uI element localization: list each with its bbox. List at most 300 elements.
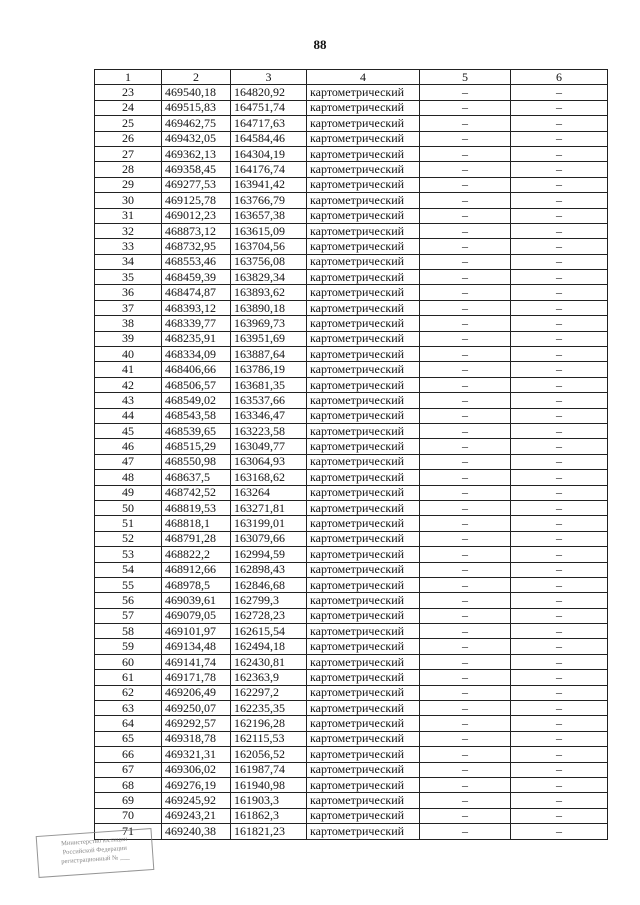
table-cell: – <box>420 193 511 208</box>
table-cell: – <box>511 608 608 623</box>
table-cell: 469125,78 <box>162 193 231 208</box>
table-cell: 469462,75 <box>162 116 231 131</box>
table-cell: – <box>511 423 608 438</box>
column-header: 3 <box>231 70 307 85</box>
table-row <box>95 685 608 700</box>
table-cell: 51 <box>95 516 162 531</box>
table-cell: – <box>511 393 608 408</box>
table-row <box>95 808 608 823</box>
table-cell: 162846,68 <box>231 577 307 592</box>
table-cell: – <box>511 516 608 531</box>
table-cell: 469432,05 <box>162 131 231 146</box>
table-row <box>95 639 608 654</box>
table-cell: картометрический <box>307 85 420 100</box>
table-cell: – <box>511 162 608 177</box>
table-cell: картометрический <box>307 162 420 177</box>
table-cell: картометрический <box>307 331 420 346</box>
table-cell: 468334,09 <box>162 347 231 362</box>
table-cell: 162297,2 <box>231 685 307 700</box>
table-row <box>95 762 608 777</box>
table-row <box>95 270 608 285</box>
table-cell: 468235,91 <box>162 331 231 346</box>
table-cell: 161862,3 <box>231 808 307 823</box>
table-cell: 52 <box>95 531 162 546</box>
table-cell: картометрический <box>307 562 420 577</box>
table-cell: 469292,57 <box>162 716 231 731</box>
table-row <box>95 85 608 100</box>
table-cell: картометрический <box>307 377 420 392</box>
table-cell: – <box>511 439 608 454</box>
table-cell: 469240,38 <box>162 824 231 839</box>
table-cell: 468873,12 <box>162 223 231 238</box>
table-cell: картометрический <box>307 300 420 315</box>
table-cell: – <box>511 254 608 269</box>
table-cell: 62 <box>95 685 162 700</box>
table-cell: 468550,98 <box>162 454 231 469</box>
table-cell: – <box>420 577 511 592</box>
table-cell: 468912,66 <box>162 562 231 577</box>
table-cell: 164304,19 <box>231 146 307 161</box>
table-cell: – <box>420 208 511 223</box>
table-cell: 57 <box>95 608 162 623</box>
table-cell: 162494,18 <box>231 639 307 654</box>
table-cell: – <box>420 300 511 315</box>
table-cell: 55 <box>95 577 162 592</box>
table-body <box>95 85 608 839</box>
table-cell: 63 <box>95 701 162 716</box>
table-row <box>95 162 608 177</box>
table-cell: 71 <box>95 824 162 839</box>
table-cell: – <box>511 100 608 115</box>
table-cell: картометрический <box>307 223 420 238</box>
table-cell: картометрический <box>307 639 420 654</box>
table-cell: 468818,1 <box>162 516 231 531</box>
table-cell: 163941,42 <box>231 177 307 192</box>
coordinates-table <box>94 69 608 840</box>
table-cell: – <box>420 423 511 438</box>
table-cell: – <box>420 639 511 654</box>
table-cell: картометрический <box>307 423 420 438</box>
table-cell: 163264 <box>231 485 307 500</box>
table-cell: – <box>420 362 511 377</box>
table-cell: – <box>420 808 511 823</box>
table-row <box>95 547 608 562</box>
table-cell: 37 <box>95 300 162 315</box>
table-cell: 69 <box>95 793 162 808</box>
table-cell: – <box>511 547 608 562</box>
table-cell: картометрический <box>307 516 420 531</box>
table-cell: 59 <box>95 639 162 654</box>
table-row <box>95 177 608 192</box>
table-row <box>95 608 608 623</box>
table-cell: – <box>420 347 511 362</box>
table-cell: 44 <box>95 408 162 423</box>
table-row <box>95 393 608 408</box>
table-cell: – <box>420 485 511 500</box>
table-row <box>95 716 608 731</box>
table-cell: – <box>420 654 511 669</box>
table-cell: – <box>420 470 511 485</box>
table-cell: – <box>420 593 511 608</box>
table-cell: 469243,21 <box>162 808 231 823</box>
table-cell: 469362,13 <box>162 146 231 161</box>
table-cell: – <box>511 223 608 238</box>
table-cell: – <box>511 116 608 131</box>
table-cell: – <box>420 731 511 746</box>
table-cell: 23 <box>95 85 162 100</box>
table-row <box>95 423 608 438</box>
table-cell: 468978,5 <box>162 577 231 592</box>
table-cell: 24 <box>95 100 162 115</box>
table-cell: картометрический <box>307 762 420 777</box>
table-cell: картометрический <box>307 731 420 746</box>
table-cell: 468822,2 <box>162 547 231 562</box>
table-cell: – <box>420 454 511 469</box>
table-cell: картометрический <box>307 239 420 254</box>
table-cell: – <box>420 777 511 792</box>
table-cell: 163756,08 <box>231 254 307 269</box>
page-number: 88 <box>313 37 327 52</box>
table-cell: – <box>420 747 511 762</box>
table-cell: – <box>420 177 511 192</box>
table-row <box>95 516 608 531</box>
table-cell: 468515,29 <box>162 439 231 454</box>
table-cell: 40 <box>95 347 162 362</box>
table-row <box>95 485 608 500</box>
table-cell: – <box>511 470 608 485</box>
table-cell: – <box>511 531 608 546</box>
column-header: 1 <box>95 70 162 85</box>
table-cell: 67 <box>95 762 162 777</box>
table-cell: – <box>420 624 511 639</box>
table-cell: картометрический <box>307 131 420 146</box>
table-cell: – <box>420 270 511 285</box>
table-row <box>95 531 608 546</box>
table-cell: 468819,53 <box>162 500 231 515</box>
table-cell: – <box>511 408 608 423</box>
table-cell: – <box>511 716 608 731</box>
table-cell: 164717,63 <box>231 116 307 131</box>
table-cell: – <box>420 762 511 777</box>
table-cell: 162196,28 <box>231 716 307 731</box>
table-cell: – <box>420 562 511 577</box>
table-cell: – <box>511 762 608 777</box>
table-cell: – <box>420 254 511 269</box>
table-cell: 468459,39 <box>162 270 231 285</box>
table-cell: картометрический <box>307 701 420 716</box>
table-cell: 35 <box>95 270 162 285</box>
table-cell: – <box>420 285 511 300</box>
column-header: 6 <box>511 70 608 85</box>
registration-stamp <box>36 828 155 878</box>
table-cell: 56 <box>95 593 162 608</box>
table-cell: картометрический <box>307 285 420 300</box>
header-row <box>95 70 608 85</box>
table-cell: 468474,87 <box>162 285 231 300</box>
table-cell: картометрический <box>307 470 420 485</box>
table-cell: картометрический <box>307 808 420 823</box>
table-cell: картометрический <box>307 793 420 808</box>
table-cell: 468406,66 <box>162 362 231 377</box>
table-cell: 162363,9 <box>231 670 307 685</box>
table-cell: 468339,77 <box>162 316 231 331</box>
stamp-line: регистрационный № ___ <box>61 853 130 866</box>
table-row <box>95 454 608 469</box>
table-row <box>95 793 608 808</box>
table-cell: картометрический <box>307 824 420 839</box>
table-cell: – <box>420 500 511 515</box>
table-cell: 468549,02 <box>162 393 231 408</box>
table-cell: 163893,62 <box>231 285 307 300</box>
table-cell: 163951,69 <box>231 331 307 346</box>
table-cell: – <box>511 777 608 792</box>
table-cell: 162898,43 <box>231 562 307 577</box>
table-cell: картометрический <box>307 531 420 546</box>
table-cell: 43 <box>95 393 162 408</box>
table-row <box>95 223 608 238</box>
table-cell: 70 <box>95 808 162 823</box>
table-cell: 47 <box>95 454 162 469</box>
table-cell: 161940,98 <box>231 777 307 792</box>
table-cell: 54 <box>95 562 162 577</box>
table-cell: 161903,3 <box>231 793 307 808</box>
table-cell: – <box>420 377 511 392</box>
table-cell: – <box>420 316 511 331</box>
table-cell: картометрический <box>307 408 420 423</box>
table-row <box>95 116 608 131</box>
table-cell: – <box>420 516 511 531</box>
table-cell: 469101,97 <box>162 624 231 639</box>
table-cell: – <box>420 131 511 146</box>
table-cell: 50 <box>95 500 162 515</box>
table-cell: – <box>511 131 608 146</box>
table-row <box>95 777 608 792</box>
table-cell: – <box>511 146 608 161</box>
table-cell: 60 <box>95 654 162 669</box>
table-cell: картометрический <box>307 624 420 639</box>
table-cell: – <box>420 162 511 177</box>
table-cell: 29 <box>95 177 162 192</box>
table-cell: – <box>511 239 608 254</box>
table-cell: – <box>511 670 608 685</box>
table-cell: 162728,23 <box>231 608 307 623</box>
table-row <box>95 408 608 423</box>
table-cell: 48 <box>95 470 162 485</box>
table-row <box>95 316 608 331</box>
table-cell: 33 <box>95 239 162 254</box>
table-cell: 469039,61 <box>162 593 231 608</box>
table-row <box>95 208 608 223</box>
table-cell: – <box>511 85 608 100</box>
table-cell: – <box>511 193 608 208</box>
table-cell: – <box>420 239 511 254</box>
table-cell: – <box>420 116 511 131</box>
table-row <box>95 470 608 485</box>
table-cell: 163890,18 <box>231 300 307 315</box>
table-cell: – <box>420 100 511 115</box>
table-cell: 163657,38 <box>231 208 307 223</box>
table-cell: 163223,58 <box>231 423 307 438</box>
table-cell: картометрический <box>307 362 420 377</box>
table-cell: 39 <box>95 331 162 346</box>
table-cell: 469250,07 <box>162 701 231 716</box>
table-cell: 469079,05 <box>162 608 231 623</box>
table-cell: 28 <box>95 162 162 177</box>
table-row <box>95 593 608 608</box>
stamp-line: Российской Федерации <box>62 844 128 857</box>
table-cell: – <box>511 500 608 515</box>
table-cell: 163786,19 <box>231 362 307 377</box>
table-cell: картометрический <box>307 670 420 685</box>
table-cell: 163271,81 <box>231 500 307 515</box>
table-cell: 469134,48 <box>162 639 231 654</box>
table-cell: 163346,47 <box>231 408 307 423</box>
table-cell: 26 <box>95 131 162 146</box>
table-cell: 468539,65 <box>162 423 231 438</box>
table-row <box>95 500 608 515</box>
table-cell: 163199,01 <box>231 516 307 531</box>
table-cell: 42 <box>95 377 162 392</box>
table-cell: – <box>511 177 608 192</box>
table-row <box>95 100 608 115</box>
table-cell: 163079,66 <box>231 531 307 546</box>
table-row <box>95 731 608 746</box>
table-cell: 38 <box>95 316 162 331</box>
table-row <box>95 439 608 454</box>
table-cell: – <box>420 331 511 346</box>
table-cell: – <box>511 685 608 700</box>
table-cell: – <box>511 331 608 346</box>
table-cell: 163681,35 <box>231 377 307 392</box>
table-cell: 164176,74 <box>231 162 307 177</box>
stamp-line: Министерство юстиции <box>60 835 128 848</box>
table-cell: картометрический <box>307 254 420 269</box>
table-cell: – <box>511 362 608 377</box>
table-cell: 46 <box>95 439 162 454</box>
table-cell: 469141,74 <box>162 654 231 669</box>
table-row <box>95 239 608 254</box>
table-cell: 468637,5 <box>162 470 231 485</box>
table-cell: 27 <box>95 146 162 161</box>
table-cell: 61 <box>95 670 162 685</box>
table-cell: 469277,53 <box>162 177 231 192</box>
column-header: 5 <box>420 70 511 85</box>
table-cell: 469171,78 <box>162 670 231 685</box>
table-cell: 469206,49 <box>162 685 231 700</box>
table-cell: картометрический <box>307 747 420 762</box>
table-cell: картометрический <box>307 146 420 161</box>
table-cell: 468791,28 <box>162 531 231 546</box>
table-cell: картометрический <box>307 500 420 515</box>
table-cell: картометрический <box>307 439 420 454</box>
table-cell: картометрический <box>307 454 420 469</box>
table-cell: – <box>511 824 608 839</box>
table-cell: картометрический <box>307 208 420 223</box>
table-row <box>95 285 608 300</box>
table-cell: 468732,95 <box>162 239 231 254</box>
table-cell: – <box>420 701 511 716</box>
table-row <box>95 193 608 208</box>
table-cell: – <box>511 624 608 639</box>
table-cell: – <box>511 701 608 716</box>
table-cell: – <box>511 270 608 285</box>
table-cell: 65 <box>95 731 162 746</box>
table-cell: 469321,31 <box>162 747 231 762</box>
table-cell: – <box>511 285 608 300</box>
table-cell: картометрический <box>307 347 420 362</box>
table-cell: – <box>420 793 511 808</box>
table-cell: картометрический <box>307 608 420 623</box>
table-cell: 163537,66 <box>231 393 307 408</box>
table-cell: 163704,56 <box>231 239 307 254</box>
table-cell: 469276,19 <box>162 777 231 792</box>
table-cell: – <box>511 654 608 669</box>
table-cell: картометрический <box>307 485 420 500</box>
table-cell: 162235,35 <box>231 701 307 716</box>
table-cell: картометрический <box>307 654 420 669</box>
column-header: 4 <box>307 70 420 85</box>
table-cell: 468543,58 <box>162 408 231 423</box>
table-cell: 66 <box>95 747 162 762</box>
table-cell: – <box>420 824 511 839</box>
table-cell: – <box>420 547 511 562</box>
table-cell: картометрический <box>307 116 420 131</box>
table-row <box>95 347 608 362</box>
table-cell: – <box>511 639 608 654</box>
table-cell: 36 <box>95 285 162 300</box>
table-cell: – <box>511 808 608 823</box>
table-cell: – <box>511 316 608 331</box>
table-cell: 163064,93 <box>231 454 307 469</box>
table-cell: 163969,73 <box>231 316 307 331</box>
table-row <box>95 254 608 269</box>
table-row <box>95 562 608 577</box>
table-cell: картометрический <box>307 577 420 592</box>
table-cell: картометрический <box>307 177 420 192</box>
table-cell: 163615,09 <box>231 223 307 238</box>
table-cell: 161987,74 <box>231 762 307 777</box>
table-cell: 162615,54 <box>231 624 307 639</box>
table-cell: 162994,59 <box>231 547 307 562</box>
table-cell: – <box>420 408 511 423</box>
table-row <box>95 824 608 839</box>
table-cell: – <box>511 485 608 500</box>
table-cell: – <box>420 146 511 161</box>
table-cell: 468506,57 <box>162 377 231 392</box>
table-row <box>95 624 608 639</box>
table-cell: картометрический <box>307 685 420 700</box>
table-row <box>95 577 608 592</box>
table-cell: 45 <box>95 423 162 438</box>
table-row <box>95 701 608 716</box>
table-cell: – <box>420 608 511 623</box>
table-cell: картометрический <box>307 716 420 731</box>
table-cell: 25 <box>95 116 162 131</box>
table-cell: 162056,52 <box>231 747 307 762</box>
table-cell: – <box>511 731 608 746</box>
table-cell: 468553,46 <box>162 254 231 269</box>
table-row <box>95 300 608 315</box>
table-row <box>95 670 608 685</box>
table-cell: – <box>420 531 511 546</box>
table-cell: 164820,92 <box>231 85 307 100</box>
table-cell: 162115,53 <box>231 731 307 746</box>
table-cell: – <box>511 562 608 577</box>
table-cell: – <box>420 223 511 238</box>
column-header: 2 <box>162 70 231 85</box>
table-cell: 30 <box>95 193 162 208</box>
table-cell: картометрический <box>307 270 420 285</box>
